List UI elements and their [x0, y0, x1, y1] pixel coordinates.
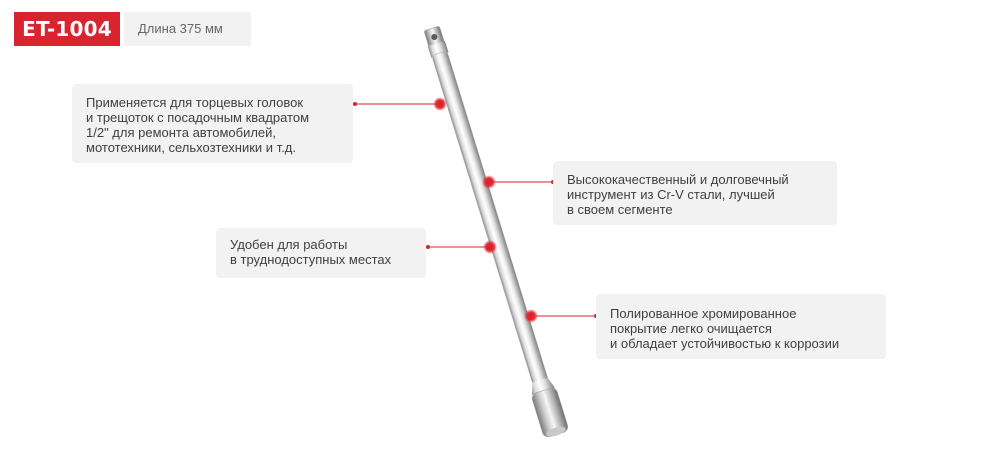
callout-line: и трещоток с посадочным квадратом	[86, 110, 310, 125]
callout-line: мототехники, сельхозтехники и т.д.	[86, 140, 297, 155]
callout-line: Применяется для торцевых головок	[86, 95, 304, 110]
callout-line: инструмент из Cr-V стали, лучшей	[567, 187, 775, 202]
length-label: Длина 375 мм	[124, 12, 251, 46]
callout-line: в своем сегменте	[567, 202, 673, 217]
callout-access	[216, 228, 426, 278]
callout-line: в труднодоступных местах	[230, 252, 392, 267]
callout-line: 1/2" для ремонта автомобилей,	[86, 125, 277, 140]
callout-usage	[72, 84, 353, 163]
callout-coating	[596, 294, 886, 359]
callout-line: Полированное хромированное	[610, 306, 797, 321]
model-badge: ET-1004	[14, 12, 120, 46]
callout-material	[553, 161, 837, 225]
callout-line: покрытие легко очищается	[610, 321, 772, 336]
callout-line: Удобен для работы	[230, 237, 348, 252]
extension-bar	[419, 25, 569, 440]
callout-line: и обладает устойчивостью к коррозии	[610, 336, 840, 351]
callout-line: Высококачественный и долговечный	[567, 172, 789, 187]
